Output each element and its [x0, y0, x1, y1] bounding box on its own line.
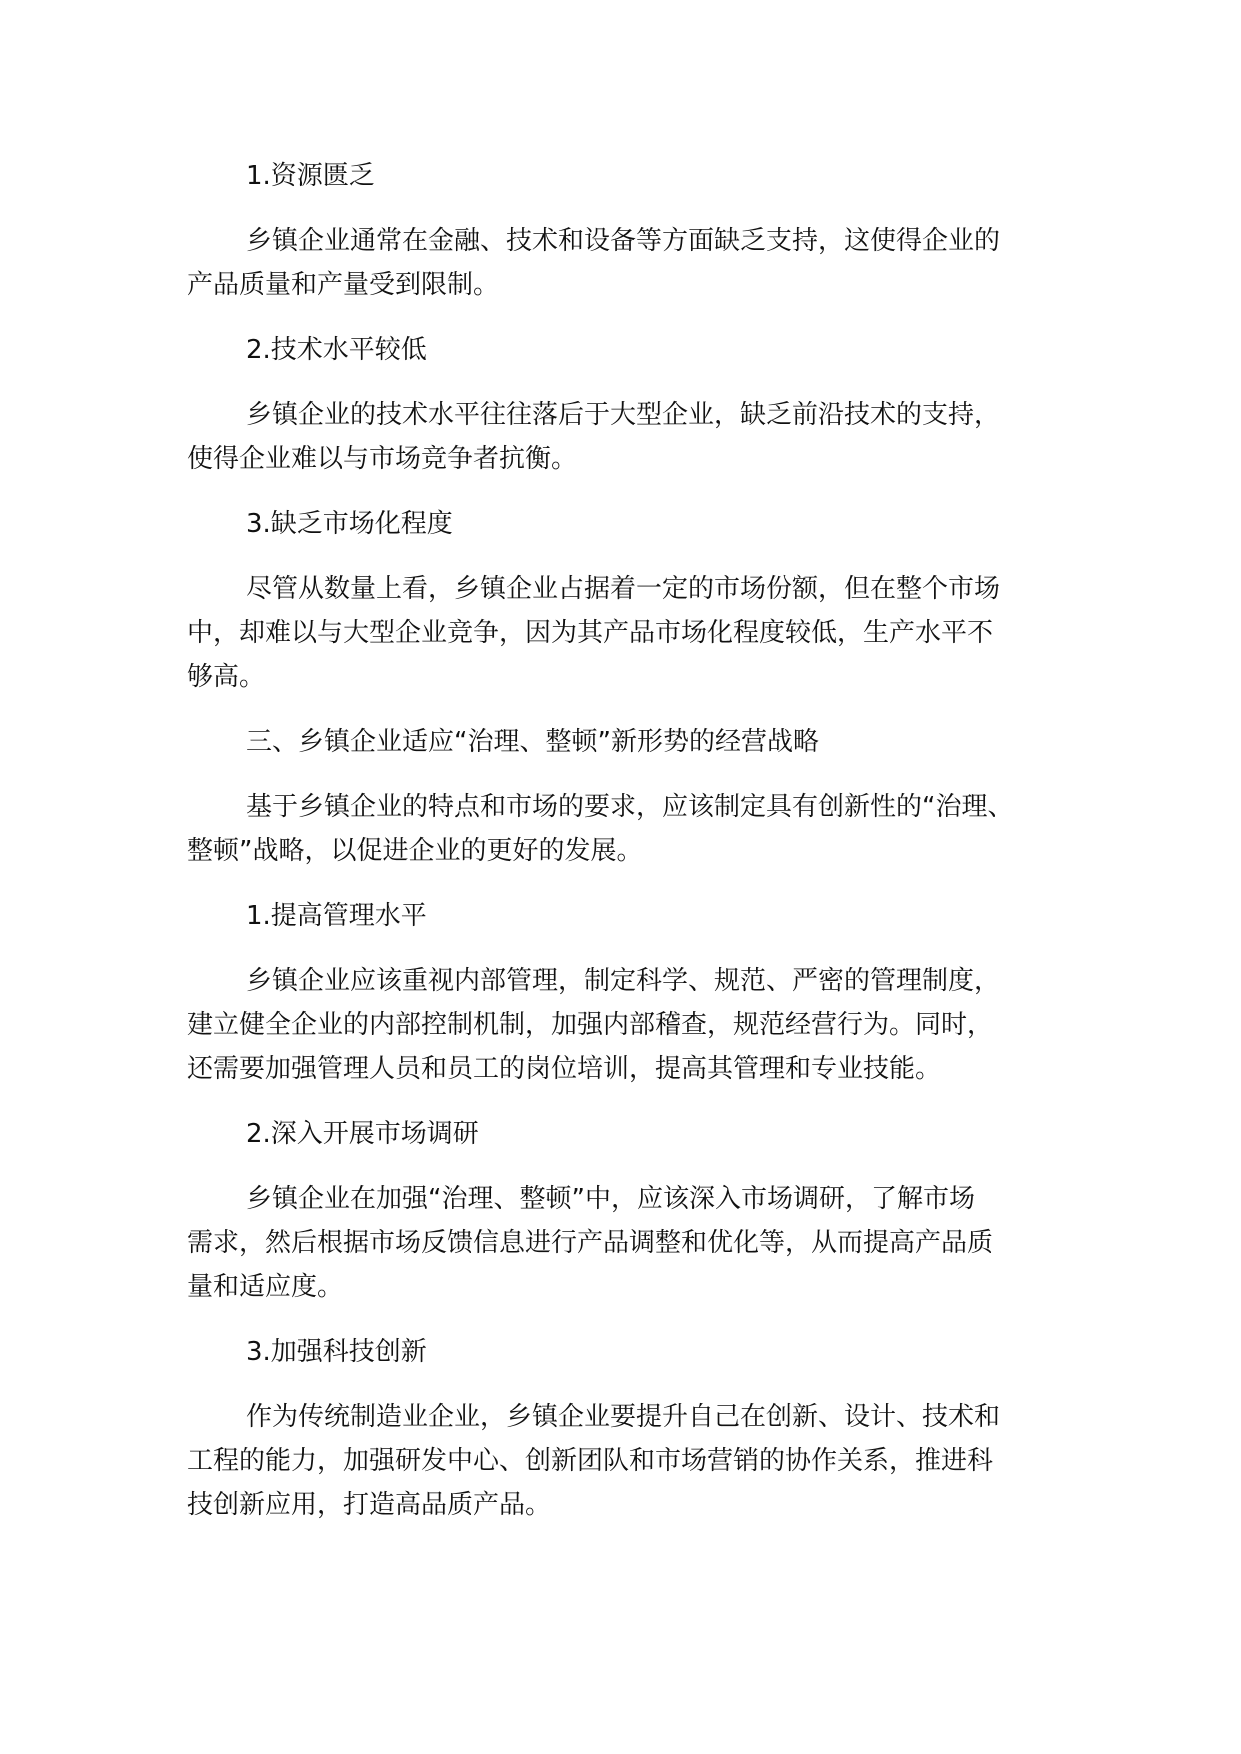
- heading-lack-marketization: 3.缺乏市场化程度: [246, 509, 453, 539]
- paragraph-line: 乡镇企业的技术水平往往落后于大型企业，缺乏前沿技术的支持，: [246, 400, 1001, 430]
- heading-improve-management: 1.提高管理水平: [246, 901, 427, 931]
- heading-tech-innovation: 3.加强科技创新: [246, 1337, 427, 1367]
- paragraph-line: 整顿”战略，以促进企业的更好的发展。: [187, 836, 643, 866]
- heading-market-research: 2.深入开展市场调研: [246, 1119, 479, 1149]
- paragraph-line: 基于乡镇企业的特点和市场的要求，应该制定具有创新性的“治理、: [246, 792, 1014, 822]
- paragraph-line: 乡镇企业应该重视内部管理，制定科学、规范、严密的管理制度，: [246, 966, 1001, 996]
- paragraph-line: 技创新应用，打造高品质产品。: [187, 1490, 552, 1520]
- paragraph-line: 乡镇企业通常在金融、技术和设备等方面缺乏支持，这使得企业的: [246, 226, 1001, 256]
- paragraph-line: 量和适应度。: [187, 1272, 344, 1302]
- heading-low-tech-level: 2.技术水平较低: [246, 335, 427, 365]
- paragraph-line: 乡镇企业在加强“治理、整顿”中，应该深入市场调研，了解市场: [246, 1184, 975, 1214]
- paragraph-line: 建立健全企业的内部控制机制，加强内部稽查，规范经营行为。同时，: [187, 1010, 994, 1040]
- section-heading-strategy: 三、乡镇企业适应“治理、整顿”新形势的经营战略: [246, 727, 819, 757]
- paragraph-line: 作为传统制造业企业，乡镇企业要提升自己在创新、设计、技术和: [246, 1402, 1001, 1432]
- paragraph-line: 需求，然后根据市场反馈信息进行产品调整和优化等，从而提高产品质: [187, 1228, 994, 1258]
- heading-resource-shortage: 1.资源匮乏: [246, 161, 375, 191]
- paragraph-line: 使得企业难以与市场竞争者抗衡。: [187, 444, 578, 474]
- paragraph-line: 还需要加强管理人员和员工的岗位培训，提高其管理和专业技能。: [187, 1054, 942, 1084]
- paragraph-line: 尽管从数量上看，乡镇企业占据着一定的市场份额，但在整个市场: [246, 574, 1001, 604]
- paragraph-line: 中，却难以与大型企业竞争，因为其产品市场化程度较低，生产水平不: [187, 618, 994, 648]
- paragraph-line: 工程的能力，加强研发中心、创新团队和市场营销的协作关系，推进科: [187, 1446, 994, 1476]
- paragraph-line: 产品质量和产量受到限制。: [187, 270, 500, 300]
- paragraph-line: 够高。: [187, 662, 266, 692]
